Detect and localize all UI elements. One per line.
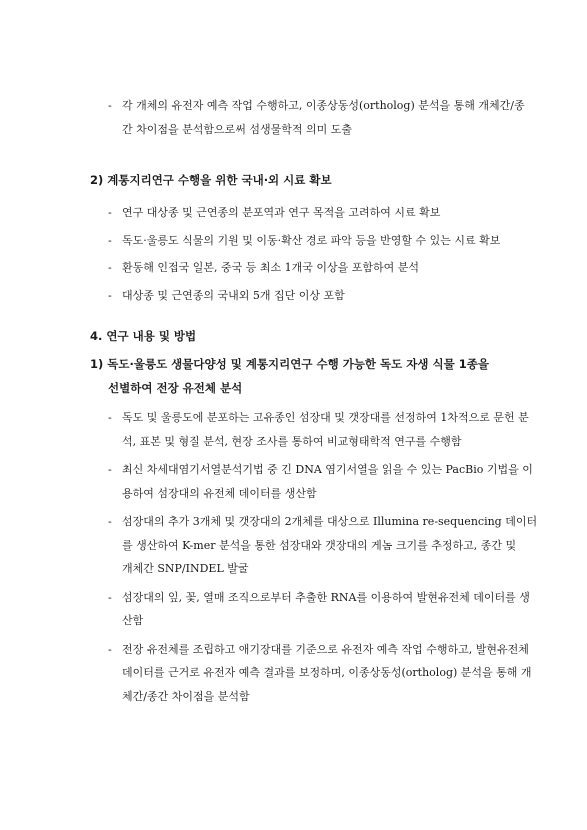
bullet-text: 간 차이점을 분석함으로써 섬생물학적 의미 도출 [122, 122, 353, 136]
bullet-dash: - [108, 261, 112, 274]
bullet-text: 섬장대의 잎, 꽃, 열매 조직으로부터 추출한 RNA를 이용하여 발현유전체 데이터를 생 [122, 590, 530, 604]
bullet-item [108, 201, 508, 225]
bullet-text: 전장 유전체를 조립하고 애기장대를 기준으로 유전자 예측 작업 수행하고, 발현유전체 [122, 642, 529, 656]
bullet-dash: - [108, 233, 112, 247]
bullet-text: 용하여 섬장대의 유전체 데이터를 생산함 [122, 486, 317, 500]
bullet-dash: - [108, 99, 112, 112]
bullet-text: 환동해 인접국 일본, 중국 등 최소 1개국 이상을 포함하여 분석 [122, 261, 419, 274]
bullet-text: 대상종 및 근연종의 국내외 5개 집단 이상 포함 [122, 288, 345, 302]
bullet-text: 개체간 SNP/INDEL 발굴 [122, 562, 249, 575]
section-4-1-heading-line-1: 1) 독도·울릉도 생물다양성 및 계통지리연구 수행 가능한 독도 자생 식물 1종을 [90, 357, 489, 371]
bullet-text: 연구 대상종 및 근연종의 분포역과 연구 목적을 고려하여 시료 확보 [122, 206, 441, 219]
bullet-item [108, 94, 525, 141]
top-bullet-list [108, 94, 525, 141]
bullet-item [108, 510, 538, 581]
section-2-heading: 2) 계통지리연구 수행을 위한 국내·외 시료 확보 [90, 173, 332, 187]
bullet-text: 산함 [122, 614, 144, 627]
bullet-dash: - [108, 515, 112, 528]
section-4-heading: 4. 연구 내용 및 방법 [90, 329, 197, 343]
bullet-dash: - [108, 642, 112, 656]
bullet-text: 독도 및 울릉도에 분포하는 고유종인 섬장대 및 갯장대를 선정하여 1차적으로 문헌 분 [122, 411, 529, 424]
bullet-text: 최신 차세대염기서열분석기법 중 긴 DNA 염기서열을 읽을 수 있는 PacBio 기법을 이 [122, 463, 533, 476]
bullet-text: 섬장대의 추가 3개체 및 갯장대의 2개체를 대상으로 Illumina re-sequencing 데이터 [122, 515, 538, 528]
section-2-bullet-list [108, 201, 508, 307]
section-4-1-heading-line-2: 선별하여 전장 유전체 분석 [108, 381, 243, 395]
bullet-text: 독도·울릉도 식물의 기원 및 이동·확산 경로 파악 등을 반영할 수 있는 시료 확보 [122, 233, 501, 247]
bullet-dash: - [108, 206, 112, 219]
bullet-text: 데이터를 근거로 유전자 예측 결과를 보정하며, 이종상동성(ortholog) 분석을 통해 개 [122, 666, 532, 679]
bullet-item [108, 284, 508, 308]
bullet-item [108, 638, 532, 709]
section-4-bullet-list [108, 406, 538, 708]
bullet-dash: - [108, 411, 112, 424]
bullet-item [108, 458, 533, 505]
bullet-item [108, 256, 508, 280]
bullet-dash: - [108, 463, 112, 476]
bullet-text: 를 생산하여 K-mer 분석을 통한 섬장대와 갯장대의 게놈 크기를 추정하고, 종간 및 [122, 538, 517, 552]
bullet-text: 석, 표본 및 형질 분석, 현장 조사를 통하여 비교형태학적 연구를 수행함 [122, 434, 462, 448]
bullet-item [108, 229, 508, 253]
bullet-dash: - [108, 288, 112, 302]
bullet-item [108, 406, 529, 453]
bullet-dash: - [108, 590, 112, 604]
bullet-item [108, 586, 530, 633]
bullet-text: 체간/종간 차이점을 분석함 [122, 689, 250, 703]
bullet-text: 각 개체의 유전자 예측 작업 수행하고, 이종상동성(ortholog) 분석을 통해 개체간/종 [122, 99, 525, 112]
